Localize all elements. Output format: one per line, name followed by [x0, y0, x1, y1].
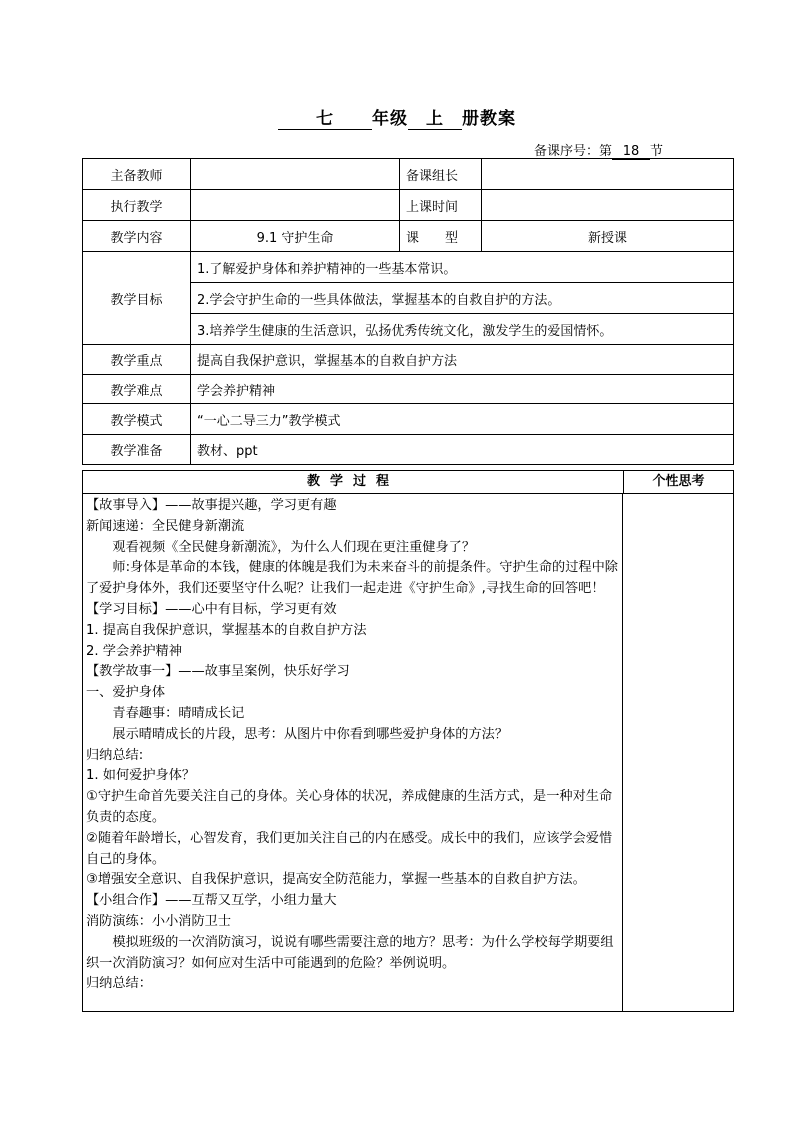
process-line: ③增强安全意识、自我保护意识，提高安全防范能力，掌握一些基本的自救自护方法。 — [86, 872, 586, 888]
exec-label: 执行教学 — [83, 190, 191, 221]
mode-value: “一心二导三力”教学模式 — [191, 404, 734, 435]
goals-label: 教学目标 — [83, 252, 191, 345]
process-line: 【小组合作】——互帮又互学，小组力量大 — [86, 893, 337, 909]
process-line: 模拟班级的一次消防演习，说说有哪些需要注意的地方？思考：为什么学校每学期要组织一次消防演习？如何应对生活中可能遇到的危险？举例说明。 — [86, 934, 614, 971]
goal-row — [83, 252, 734, 283]
process-header — [83, 471, 733, 494]
process-line: 展示晴晴成长的片段，思考：从图片中你看到哪些爱护身体的方法？ — [112, 726, 509, 742]
key-label: 教学重点 — [83, 345, 191, 375]
info-row — [83, 345, 734, 375]
process-line: 一、爱护身体 — [86, 685, 166, 701]
difficulty-label: 教学难点 — [83, 375, 191, 404]
lesson-serial — [534, 140, 663, 160]
grade-value: 七 — [278, 109, 372, 130]
process-line: 归纳总结: — [86, 747, 144, 763]
type-value: 新授课 — [482, 221, 734, 252]
class-time-value — [482, 190, 734, 221]
process-heading: 教学过程 — [83, 471, 624, 493]
serial-suffix: 节 — [650, 144, 664, 159]
class-time-label: 上课时间 — [400, 190, 482, 221]
process-line: 观看视频《全民健身新潮流》，为什么人们现在更注重健身了？ — [112, 539, 476, 555]
term-value: 上 — [408, 109, 462, 130]
reflection-column — [623, 494, 733, 1012]
type-label: 课 型 — [400, 221, 482, 252]
info-row — [83, 159, 734, 190]
key-value: 提高自我保护意识，掌握基本的自救自护方法 — [191, 345, 734, 375]
content-value: 9.1 守护生命 — [191, 221, 400, 252]
info-row — [83, 435, 734, 465]
lesson-info-table — [82, 158, 734, 465]
process-line: 【学习目标】——心中有目标，学习更有效 — [86, 601, 337, 617]
prep-label: 教学准备 — [83, 435, 191, 465]
process-line: 消防演练：小小消防卫士 — [86, 913, 232, 929]
difficulty-value: 学会养护精神 — [191, 375, 734, 404]
process-line: 青春趣事：晴晴成长记 — [112, 705, 245, 721]
process-line: 1. 如何爱护身体？ — [86, 768, 196, 784]
info-row — [83, 404, 734, 435]
exec-value — [191, 190, 400, 221]
mode-label: 教学模式 — [83, 404, 191, 435]
process-line: 归纳总结： — [86, 976, 152, 992]
info-row — [83, 375, 734, 404]
reflection-heading: 个性思考 — [652, 474, 705, 489]
info-row — [83, 221, 734, 252]
process-line: 2. 学会养护精神 — [86, 643, 182, 659]
process-line: ①守护生命首先要关注自己的身体。关心身体的状况，养成健康的生活方式，是一种对生命负责的态度。 — [86, 789, 613, 825]
goal-item: 3.培养学生健康的生活意识，弘扬优秀传统文化，激发学生的爱国情怀。 — [191, 314, 734, 345]
process-line: 1. 提高自我保护意识，掌握基本的自救自护方法 — [86, 622, 367, 638]
process-line: 【教学故事一】——故事呈案例，快乐好学习 — [86, 664, 350, 680]
serial-number: 18 — [612, 144, 650, 160]
group-leader-label: 备课组长 — [400, 159, 482, 190]
content-label: 教学内容 — [83, 221, 191, 252]
grade-suffix: 年级 — [372, 109, 408, 129]
info-row — [83, 190, 734, 221]
process-content — [83, 494, 623, 1012]
process-line: 师:身体是革命的本钱，健康的体魄是我们为未来奋斗的前提条件。守护生命的过程中除了爱护身体外，我们还要坚守什么呢？让我们一起走进《守护生命》,寻找生命的回答吧！ — [86, 560, 618, 597]
term-suffix: 册教案 — [462, 109, 516, 129]
prep-value: 教材、ppt — [191, 435, 734, 465]
lead-teacher-label: 主备教师 — [83, 159, 191, 190]
process-line: 新闻速递：全民健身新潮流 — [86, 518, 245, 534]
goal-item: 2.学会守护生命的一些具体做法，掌握基本的自救自护的方法。 — [191, 283, 734, 314]
serial-label: 备课序号：第 — [534, 144, 613, 159]
process-line: ②随着年龄增长，心智发育，我们更加关注自己的内在感受。成长中的我们，应该学会爱惜自己的身体。 — [86, 830, 613, 867]
goal-item: 1.了解爱护身体和养护精神的一些基本常识。 — [191, 252, 734, 283]
page-title — [0, 104, 794, 130]
teaching-process-section — [82, 470, 734, 1012]
process-body — [83, 494, 733, 1012]
process-line: 【故事导入】——故事提兴趣，学习更有趣 — [86, 498, 337, 513]
group-leader-value — [482, 159, 734, 190]
lead-teacher-value — [191, 159, 400, 190]
